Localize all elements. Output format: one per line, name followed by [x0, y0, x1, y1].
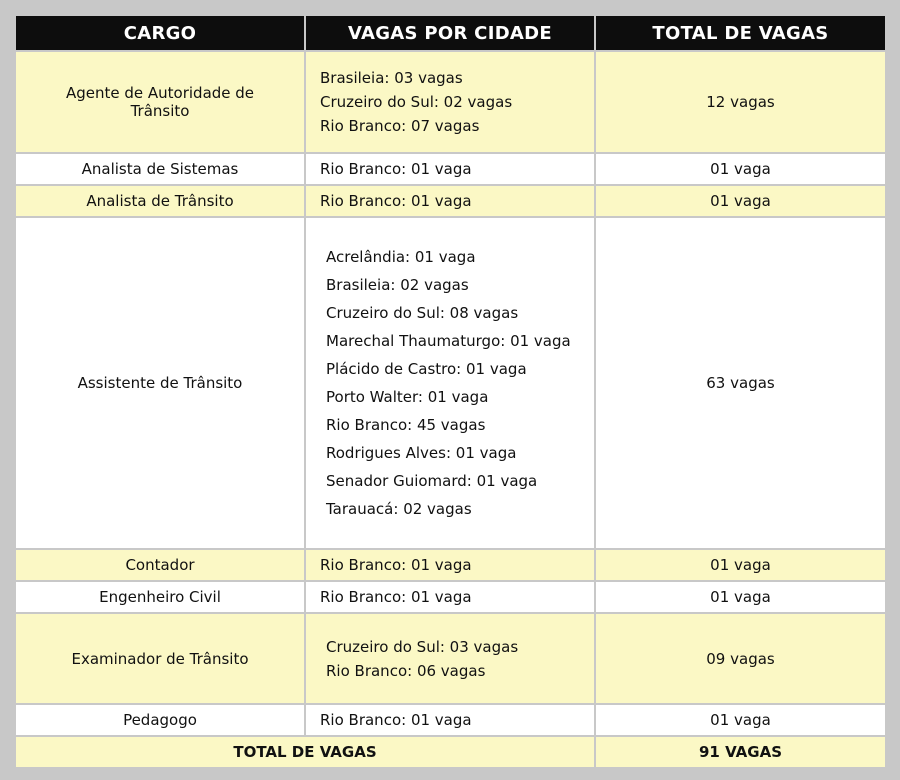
city-item: Porto Walter: 01 vaga: [326, 388, 489, 406]
city-item: Tarauacá: 02 vagas: [326, 500, 472, 518]
table-row: [15, 704, 886, 736]
table-row: [15, 185, 886, 217]
cities-cell: [305, 581, 595, 613]
cargo-cell: Assistente de Trânsito: [15, 217, 305, 549]
total-row: [15, 736, 886, 768]
total-cell: 01 vaga: [595, 185, 886, 217]
city-item: Plácido de Castro: 01 vaga: [326, 360, 527, 378]
total-value: 91 VAGAS: [595, 736, 886, 768]
cities-cell: [305, 185, 595, 217]
city-item: Rio Branco: 01 vaga: [320, 588, 472, 606]
cities-cell: [305, 704, 595, 736]
total-cell: 01 vaga: [595, 153, 886, 185]
total-cell: 09 vagas: [595, 613, 886, 704]
cities-cell: [305, 549, 595, 581]
city-item: Acrelândia: 01 vaga: [326, 248, 476, 266]
city-item: Cruzeiro do Sul: 02 vagas: [320, 93, 513, 111]
city-item: Rio Branco: 01 vaga: [320, 711, 472, 729]
city-item: Marechal Thaumaturgo: 01 vaga: [326, 332, 571, 350]
total-cell: 12 vagas: [595, 51, 886, 153]
total-cell: 01 vaga: [595, 549, 886, 581]
city-item: Rio Branco: 01 vaga: [320, 192, 472, 210]
header-cargo: CARGO: [15, 15, 305, 51]
city-item: Rio Branco: 01 vaga: [320, 160, 472, 178]
cargo-cell: Contador: [15, 549, 305, 581]
cargo-cell: [15, 51, 305, 153]
city-item: Brasileia: 03 vagas: [320, 69, 463, 87]
city-item: Rio Branco: 06 vagas: [326, 661, 486, 680]
cities-cell: [305, 613, 595, 704]
cargo-label: Agente de Autoridade de Trânsito: [65, 84, 255, 120]
table-row: [15, 613, 886, 704]
header-total-de-vagas: TOTAL DE VAGAS: [595, 15, 886, 51]
cities-cell: [305, 51, 595, 153]
total-label: TOTAL DE VAGAS: [15, 736, 595, 768]
city-item: Rodrigues Alves: 01 vaga: [326, 444, 517, 462]
cargo-cell: Examinador de Trânsito: [15, 613, 305, 704]
cargo-cell: Pedagogo: [15, 704, 305, 736]
city-item: Brasileia: 02 vagas: [326, 276, 469, 294]
cargo-cell: Analista de Trânsito: [15, 185, 305, 217]
table-header-row: [15, 15, 886, 51]
header-vagas-por-cidade: VAGAS POR CIDADE: [305, 15, 595, 51]
city-item: Rio Branco: 45 vagas: [326, 416, 486, 434]
table-row: [15, 51, 886, 153]
city-item: Rio Branco: 07 vagas: [320, 117, 480, 135]
cities-cell: [305, 217, 595, 549]
city-item: Cruzeiro do Sul: 08 vagas: [326, 304, 519, 322]
cargo-cell: Analista de Sistemas: [15, 153, 305, 185]
table-row: [15, 217, 886, 549]
city-item: Cruzeiro do Sul: 03 vagas: [326, 637, 519, 656]
total-cell: 63 vagas: [595, 217, 886, 549]
cargo-cell: Engenheiro Civil: [15, 581, 305, 613]
city-item: Rio Branco: 01 vaga: [320, 556, 472, 574]
vacancies-table: [14, 14, 887, 769]
city-item: Senador Guiomard: 01 vaga: [326, 472, 538, 490]
table-row: [15, 581, 886, 613]
table-row: [15, 549, 886, 581]
table-row: [15, 153, 886, 185]
total-cell: 01 vaga: [595, 581, 886, 613]
total-cell: 01 vaga: [595, 704, 886, 736]
cities-cell: [305, 153, 595, 185]
